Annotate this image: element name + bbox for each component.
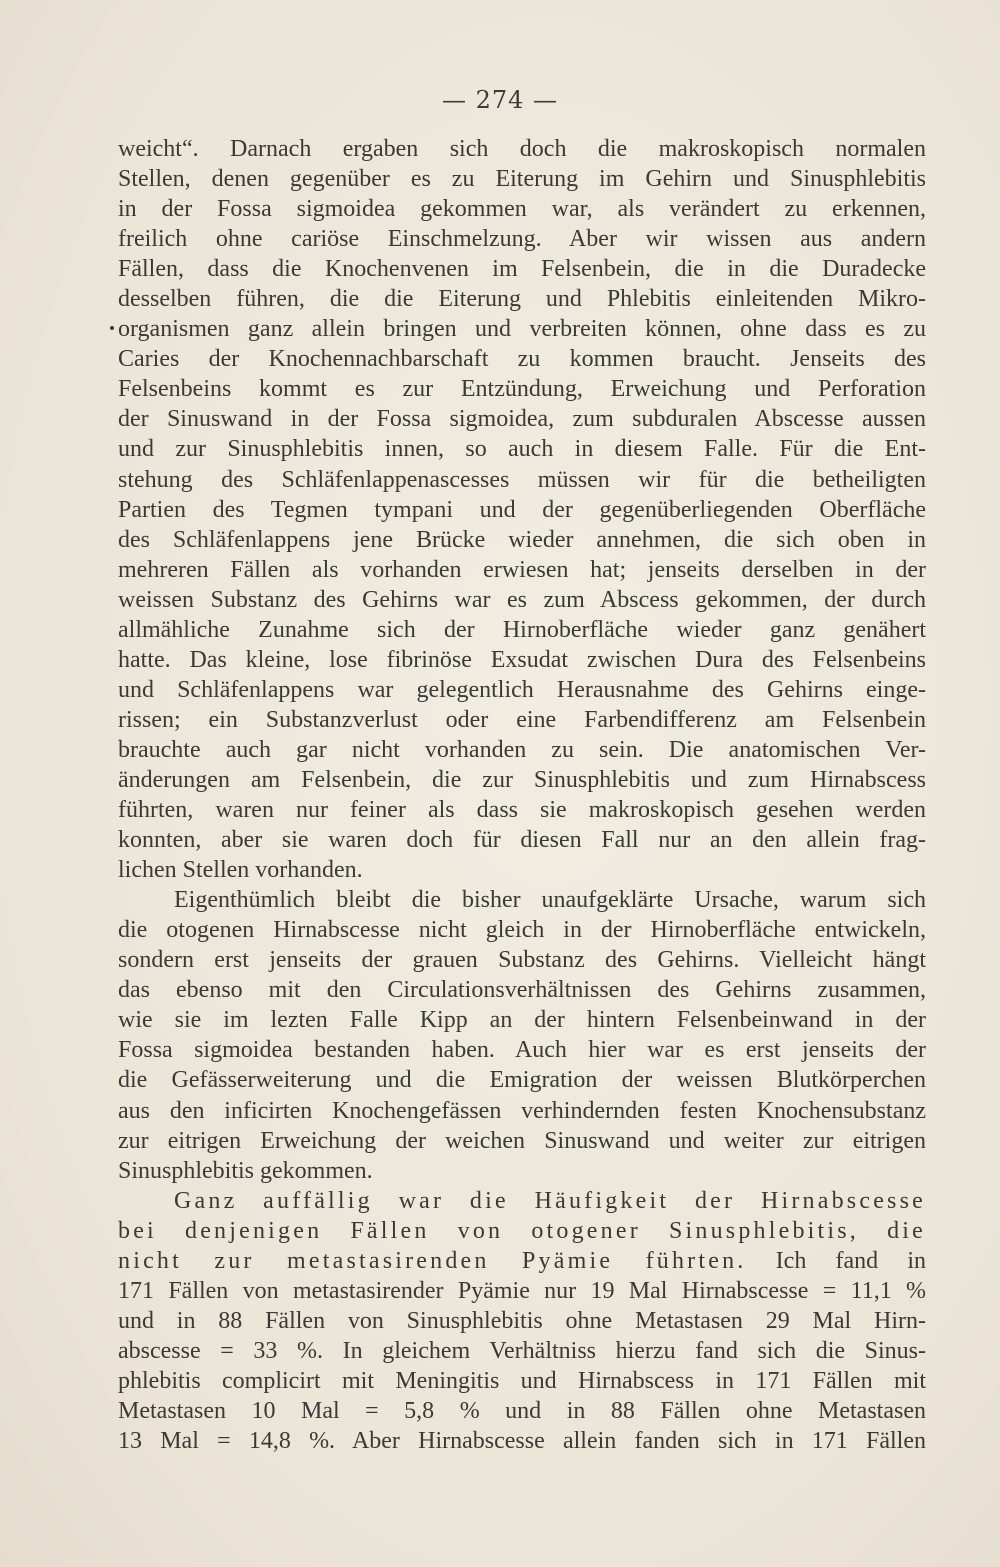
text-line: die otogenen Hirnabscesse nicht gleich in der Hirnoberfläche entwickeln, [118, 917, 926, 944]
text-line: 13 Mal = 14,8 %. Aber Hirnabscesse allein fanden sich in 171 Fällen [118, 1428, 926, 1455]
page-number: — 274 — [441, 86, 559, 114]
paragraph-1 [118, 134, 926, 885]
text-line: desselben führen, die die Eiterung und Phlebitis einleitenden Mikro- [118, 286, 926, 313]
text-phrase: Ich fand in [746, 1247, 926, 1274]
emphasized-line: Ganz auffällig war die Häufigkeit der Hirnabscesse [174, 1187, 926, 1214]
text-line: sondern erst jenseits der grauen Substanz des Gehirns. Vielleicht hängt [118, 947, 926, 974]
mixed-line [118, 1246, 926, 1276]
text-line: mehreren Fällen als vorhanden erwiesen hat; jenseits derselben in der [118, 556, 926, 583]
emphasized-line: bei denjenigen Fällen von otogener Sinusphlebitis, die [118, 1217, 926, 1244]
text-line: Caries der Knochennachbarschaft zu kommen braucht. Jenseits des [118, 346, 926, 373]
text-line: in der Fossa sigmoidea gekommen war, als verändert zu erkennen, [118, 196, 926, 223]
text-line: Fällen, dass die Knochenvenen im Felsenbein, die in die Duradecke [118, 256, 926, 283]
text-line: weissen Substanz des Gehirns war es zum Abscess gekommen, der durch [118, 586, 926, 613]
paragraph-3 [118, 1186, 926, 1456]
text-line: rissen; ein Substanzverlust oder eine Farbendifferenz am Felsenbein [118, 706, 926, 733]
text-line: 171 Fällen von metastasirender Pyämie nur 19 Mal Hirnabscesse = 11,1 % [118, 1277, 926, 1304]
text-line: konnten, aber sie waren doch für diesen Fall nur an den allein frag- [118, 827, 926, 854]
body-text [118, 134, 926, 1456]
text-line: Partien des Tegmen tympani und der gegenüberliegenden Oberfläche [118, 496, 926, 523]
text-line: Eigenthümlich bleibt die bisher unaufgeklärte Ursache, warum sich [174, 887, 926, 914]
text-line: allmähliche Zunahme sich der Hirnoberfläche wieder ganz genähert [118, 616, 926, 643]
text-line: und zur Sinusphlebitis innen, so auch in diesem Falle. Für die Ent- [118, 436, 926, 463]
text-line: organismen ganz allein bringen und verbreiten können, ohne dass es zu [118, 316, 926, 343]
text-line: das ebenso mit den Circulationsverhältnissen des Gehirns zusammen, [118, 977, 926, 1004]
text-line: lichen Stellen vorhanden. [118, 857, 363, 884]
text-line: die Gefässerweiterung und die Emigration der weissen Blutkörperchen [118, 1067, 926, 1094]
paragraph-2 [118, 885, 926, 1185]
text-line: abscesse = 33 %. In gleichem Verhältniss hierzu fand sich die Sinus- [118, 1337, 926, 1364]
text-line: der Sinuswand in der Fossa sigmoidea, zum subduralen Abscesse aussen [118, 406, 926, 433]
text-line: zur eitrigen Erweichung der weichen Sinuswand und weiter zur eitrigen [118, 1127, 926, 1154]
text-line: Fossa sigmoidea bestanden haben. Auch hier war es erst jenseits der [118, 1037, 926, 1064]
text-line: Metastasen 10 Mal = 5,8 % und in 88 Fällen ohne Metastasen [118, 1397, 926, 1424]
text-line: brauchte auch gar nicht vorhanden zu sein. Die anatomischen Ver- [118, 736, 926, 763]
text-line: Felsenbeins kommt es zur Entzündung, Erweichung und Perforation [118, 376, 926, 403]
text-line: weicht“. Darnach ergaben sich doch die makroskopisch normalen [118, 136, 926, 162]
text-line: und in 88 Fällen von Sinusphlebitis ohne Metastasen 29 Mal Hirn- [118, 1307, 926, 1334]
text-line: wie sie im lezten Falle Kipp an der hintern Felsenbeinwand in der [118, 1007, 926, 1034]
text-line: Sinusphlebitis gekommen. [118, 1157, 373, 1184]
text-line: änderungen am Felsenbein, die zur Sinusphlebitis und zum Hirnabscess [118, 766, 926, 793]
text-line: führten, waren nur feiner als dass sie makroskopisch gesehen werden [118, 797, 926, 824]
text-line: freilich ohne cariöse Einschmelzung. Aber wir wissen aus andern [118, 226, 926, 253]
text-line: hatte. Das kleine, lose fibrinöse Exsudat zwischen Dura des Felsenbeins [118, 646, 926, 673]
text-line: und Schläfenlappens war gelegentlich Herausnahme des Gehirns einge- [118, 676, 926, 703]
text-line: stehung des Schläfenlappenascesses müssen wir für die betheiligten [118, 466, 926, 493]
emphasized-phrase: nicht zur metastasirenden Pyämie führten. [118, 1247, 747, 1274]
text-line: Stellen, denen gegenüber es zu Eiterung im Gehirn und Sinusphlebitis [118, 166, 926, 193]
text-line: des Schläfenlappens jene Brücke wieder annehmen, die sich oben in [118, 526, 926, 553]
margin-dot-mark [110, 326, 114, 330]
text-line: phlebitis complicirt mit Meningitis und Hirnabscess in 171 Fällen mit [118, 1367, 926, 1394]
text-line: aus den inficirten Knochengefässen verhindernden festen Knochensubstanz [118, 1097, 926, 1124]
